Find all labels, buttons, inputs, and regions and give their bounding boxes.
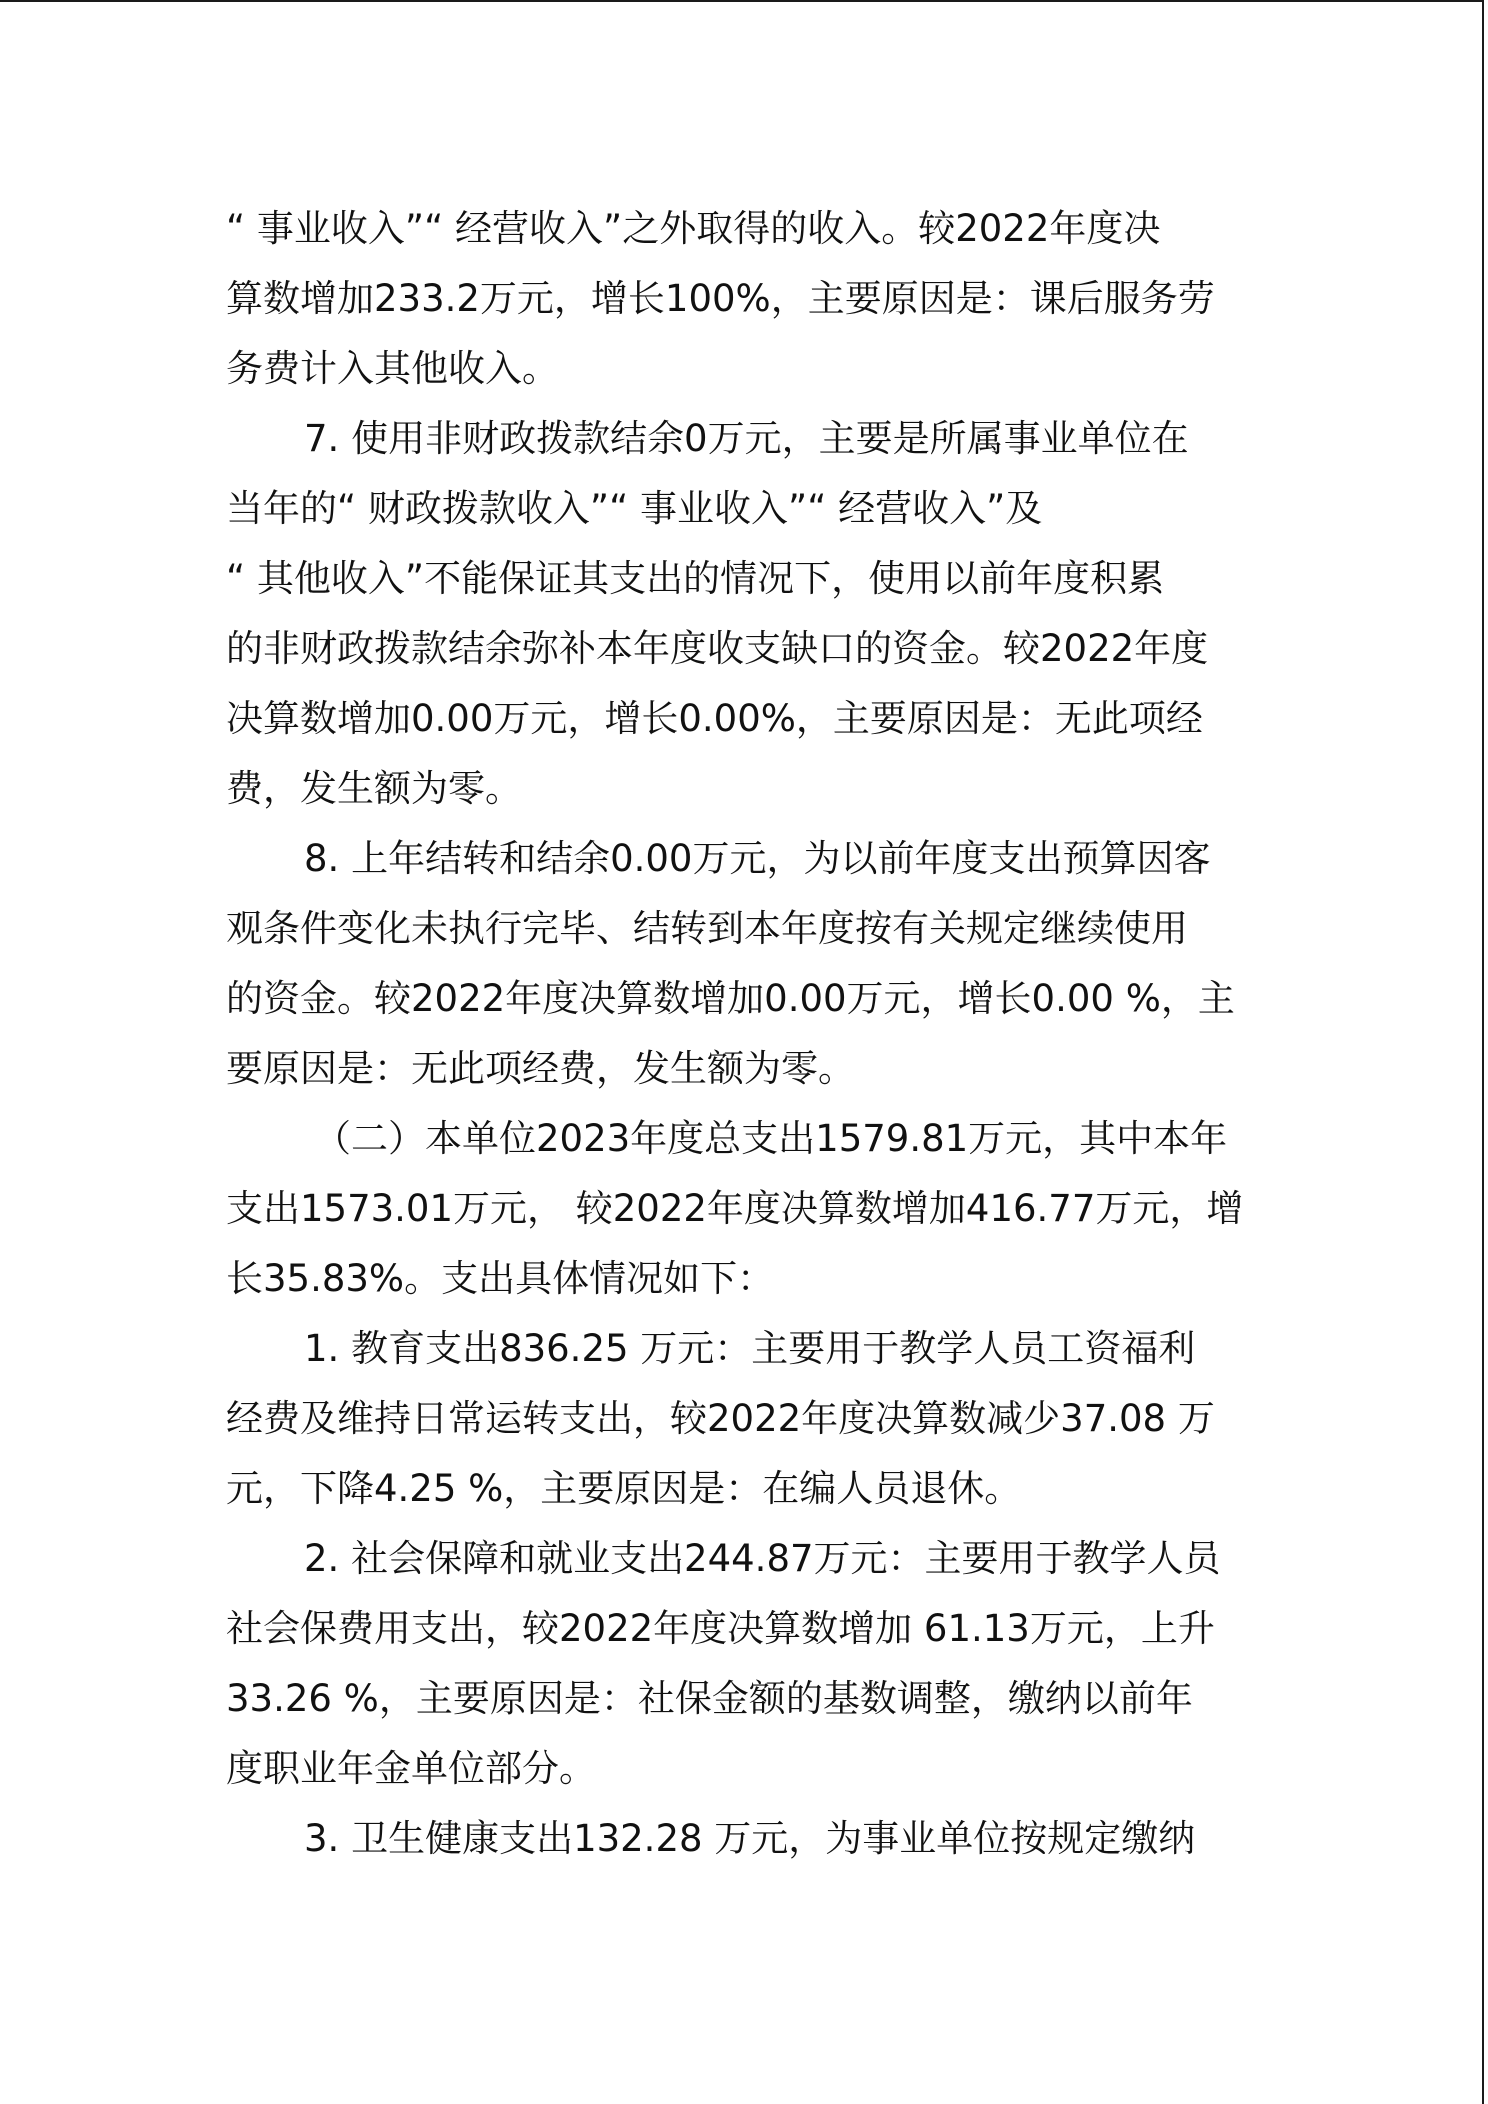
paragraph-item-3-health <box>226 1804 1262 1874</box>
paragraph-item-2-social-security <box>226 1524 1262 1804</box>
text-line: 度职业年金单位部分。 <box>226 1747 596 1790</box>
text-line: 决算数增加0.00万元，增长0.00%，主要原因是：无此项经 <box>226 697 1203 740</box>
paragraph-item-1-education <box>226 1314 1262 1524</box>
text-line: 社会保费用支出，较2022年度决算数增加 61.13万元，上升 <box>226 1607 1215 1650</box>
text-line: 的非财政拨款结余弥补本年度收支缺口的资金。较2022年度 <box>226 627 1209 670</box>
text-line: 费，发生额为零。 <box>226 767 522 810</box>
text-line: “ 事业收入”“ 经营收入”之外取得的收入。较2022年度决 <box>226 207 1161 250</box>
text-line: “ 其他收入”不能保证其支出的情况下，使用以前年度积累 <box>226 557 1165 600</box>
text-line: 经费及维持日常运转支出，较2022年度决算数减少37.08 万 <box>226 1397 1215 1440</box>
text-line: 当年的“ 财政拨款收入”“ 事业收入”“ 经营收入”及 <box>226 487 1043 530</box>
text-line: 8. 上年结转和结余0.00万元，为以前年度支出预算因客 <box>304 837 1211 880</box>
text-line: 元，下降4.25 %，主要原因是：在编人员退休。 <box>226 1467 1022 1510</box>
text-line: 算数增加233.2万元，增长100%，主要原因是：课后服务劳 <box>226 277 1215 320</box>
paragraph-item-8 <box>226 824 1262 1104</box>
text-line: 1. 教育支出836.25 万元：主要用于教学人员工资福利 <box>304 1327 1196 1370</box>
text-line: 务费计入其他收入。 <box>226 347 559 390</box>
text-line: 3. 卫生健康支出132.28 万元，为事业单位按规定缴纳 <box>304 1817 1196 1860</box>
paragraph-section-2-expenditure <box>226 1104 1262 1314</box>
text-line: 2. 社会保障和就业支出244.87万元：主要用于教学人员 <box>304 1537 1221 1580</box>
text-line: 7. 使用非财政拨款结余0万元，主要是所属事业单位在 <box>304 417 1189 460</box>
text-line: 长35.83%。支出具体情况如下： <box>226 1257 775 1300</box>
text-line: 支出1573.01万元， 较2022年度决算数增加416.77万元，增 <box>226 1187 1244 1230</box>
document-body <box>226 194 1262 1874</box>
paragraph-other-income-continued <box>226 194 1262 404</box>
text-line: 的资金。较2022年度决算数增加0.00万元，增长0.00 %，主 <box>226 977 1235 1020</box>
paragraph-item-7 <box>226 404 1262 824</box>
text-line: 33.26 %，主要原因是：社保金额的基数调整，缴纳以前年 <box>226 1677 1193 1720</box>
text-line: 观条件变化未执行完毕、结转到本年度按有关规定继续使用 <box>226 907 1188 950</box>
text-line: （二）本单位2023年度总支出1579.81万元，其中本年 <box>314 1117 1228 1160</box>
text-line: 要原因是：无此项经费，发生额为零。 <box>226 1047 855 1090</box>
